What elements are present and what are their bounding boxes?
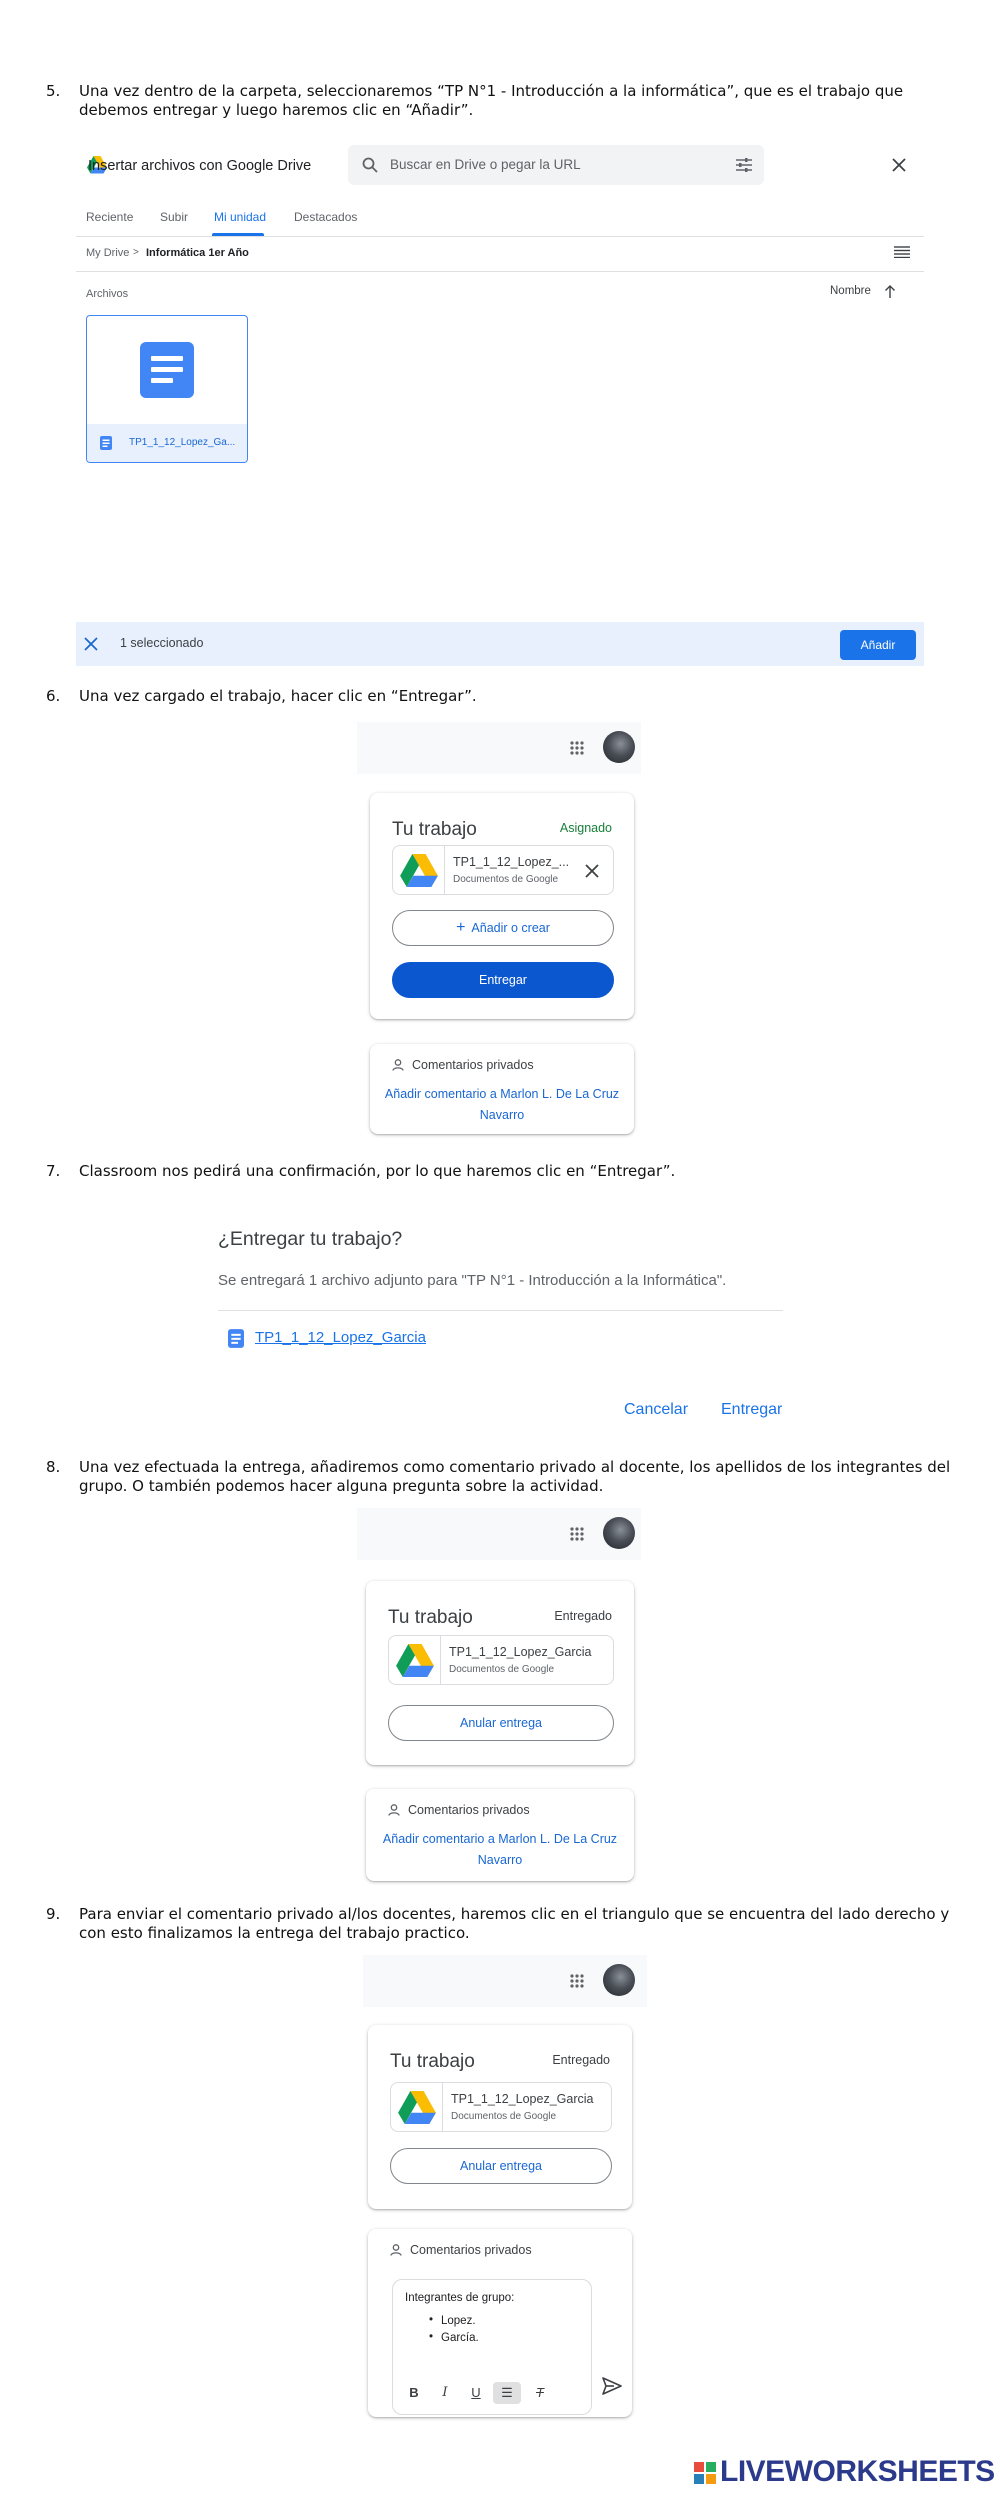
status-badge: Entregado: [554, 1609, 612, 1623]
remove-attachment-icon[interactable]: [585, 864, 599, 878]
add-or-create-button[interactable]: [392, 910, 614, 946]
private-comments-card: [370, 1044, 634, 1134]
dialog-file-link[interactable]: TP1_1_12_Lopez_Garcia: [255, 1329, 426, 1346]
liveworksheets-logo-icon: [694, 2462, 716, 2484]
classroom-topbar: [357, 722, 641, 774]
cancel-button[interactable]: Cancelar: [624, 1401, 689, 1418]
unsubmit-button[interactable]: Anular entrega: [388, 1705, 614, 1741]
your-work-card: [368, 2025, 632, 2209]
search-icon: [362, 157, 378, 173]
apps-grid-icon[interactable]: [570, 1527, 584, 1541]
docs-small-icon: [100, 436, 112, 450]
chevron-right-icon: >: [133, 247, 139, 258]
your-work-card: [366, 1581, 634, 1765]
attachment-type: Documentos de Google: [451, 2111, 557, 2122]
add-button[interactable]: Añadir: [840, 630, 916, 660]
attachment-item[interactable]: [388, 1635, 614, 1685]
divider: [218, 1310, 783, 1311]
google-docs-icon: [140, 342, 194, 398]
editor-list-item: Lopez.: [441, 2315, 476, 2327]
unsubmit-button[interactable]: Anular entrega: [390, 2148, 612, 2184]
card-title: Tu trabajo: [392, 819, 477, 840]
attachment-item[interactable]: [390, 2082, 612, 2132]
attachment-icon-box: [393, 846, 445, 895]
person-icon: [388, 1804, 400, 1816]
classroom-topbar: [357, 1508, 641, 1560]
tab-recent[interactable]: Reciente: [86, 210, 134, 224]
editor-bullet: •: [429, 2331, 434, 2343]
google-drive-icon: [398, 2091, 436, 2125]
bulleted-list-icon[interactable]: ☰: [493, 2382, 521, 2404]
private-comments-title: Comentarios privados: [410, 2243, 532, 2257]
attachment-type: Documentos de Google: [453, 874, 559, 885]
private-comments-card: [368, 2229, 632, 2417]
attachment-name: TP1_1_12_Lopez_Garcia: [449, 1645, 592, 1659]
liveworksheets-logo-text: LIVEWORKSHEETS: [720, 2455, 995, 2488]
search-placeholder: Buscar en Drive o pegar la URL: [390, 157, 581, 172]
close-icon[interactable]: [892, 158, 906, 172]
add-comment-link[interactable]: Añadir comentario a Marlon L. De La Cruz Navarro: [384, 1087, 620, 1122]
add-or-create-label: Añadir o crear: [471, 921, 550, 935]
bold-icon[interactable]: B: [409, 2385, 419, 2400]
avatar[interactable]: [603, 731, 635, 763]
google-drive-icon: [396, 1644, 434, 1678]
status-badge: Entregado: [552, 2053, 610, 2067]
avatar[interactable]: [603, 1517, 635, 1549]
selection-bar: [76, 622, 924, 666]
italic-icon[interactable]: I: [442, 2385, 448, 2400]
filter-icon[interactable]: [736, 158, 752, 172]
add-comment-link[interactable]: Añadir comentario a Marlon L. De La Cruz Navarro: [382, 1832, 618, 1867]
breadcrumb-current: Informática 1er Año: [146, 247, 249, 259]
person-icon: [392, 1059, 404, 1071]
divider: [76, 271, 924, 272]
divider: [76, 236, 924, 237]
drive-search-input[interactable]: [348, 145, 764, 185]
avatar[interactable]: [603, 1964, 635, 1996]
private-comments-title: Comentarios privados: [412, 1058, 534, 1072]
breadcrumb-root[interactable]: My Drive: [86, 247, 130, 259]
status-badge: Asignado: [559, 821, 612, 835]
attachment-icon-box: [391, 2083, 443, 2132]
attachment-name: TP1_1_12_Lopez_...: [453, 855, 570, 869]
tab-my-drive[interactable]: Mi unidad: [214, 210, 267, 224]
google-docs-icon: [228, 1329, 244, 1348]
comment-editor[interactable]: [392, 2279, 592, 2415]
dialog-title: ¿Entregar tu trabajo?: [218, 1228, 403, 1250]
private-comments-title: Comentarios privados: [408, 1803, 530, 1817]
sort-label[interactable]: Nombre: [830, 285, 871, 297]
person-icon: [390, 2244, 402, 2256]
selection-count: 1 seleccionado: [120, 636, 204, 650]
your-work-card: [370, 793, 634, 1019]
send-icon[interactable]: [602, 2377, 622, 2395]
file-tile[interactable]: [86, 315, 248, 463]
apps-grid-icon[interactable]: [570, 741, 584, 755]
attachment-type: Documentos de Google: [449, 1664, 555, 1675]
file-tile-name: TP1_1_12_Lopez_Ga...: [129, 437, 236, 448]
editor-heading: Integrantes de grupo:: [405, 2292, 515, 2304]
classroom-topbar: [363, 1955, 647, 2007]
drive-picker-dialog: [76, 140, 924, 668]
card-title: Tu trabajo: [390, 2051, 475, 2072]
attachment-item[interactable]: [392, 845, 614, 895]
underline-icon[interactable]: U: [471, 2385, 481, 2400]
dialog-description: Se entregará 1 archivo adjunto para "TP N°1 - Introducción a la Informática".: [218, 1272, 727, 1289]
close-icon[interactable]: [84, 637, 98, 651]
plus-icon: +: [456, 919, 466, 936]
attachment-name: TP1_1_12_Lopez_Garcia: [451, 2092, 594, 2106]
tab-upload[interactable]: Subir: [160, 210, 189, 224]
tab-starred[interactable]: Destacados: [294, 210, 358, 224]
private-comments-card: [366, 1789, 634, 1881]
list-view-icon[interactable]: [894, 246, 910, 258]
editor-bullet: •: [429, 2314, 434, 2326]
card-title: Tu trabajo: [388, 1607, 473, 1628]
attachment-icon-box: [389, 1636, 441, 1685]
file-tile-footer: [87, 424, 247, 462]
submit-button[interactable]: Entregar: [392, 962, 614, 998]
confirm-submit-button[interactable]: Entregar: [721, 1401, 783, 1418]
editor-list-item: García.: [441, 2332, 479, 2344]
google-drive-icon: [400, 854, 438, 888]
apps-grid-icon[interactable]: [570, 1974, 584, 1988]
section-files-label: Archivos: [86, 288, 129, 300]
clear-formatting-icon[interactable]: T: [536, 2385, 544, 2400]
picker-title: Insertar archivos con Google Drive: [88, 158, 312, 174]
arrow-up-icon[interactable]: [884, 285, 896, 298]
